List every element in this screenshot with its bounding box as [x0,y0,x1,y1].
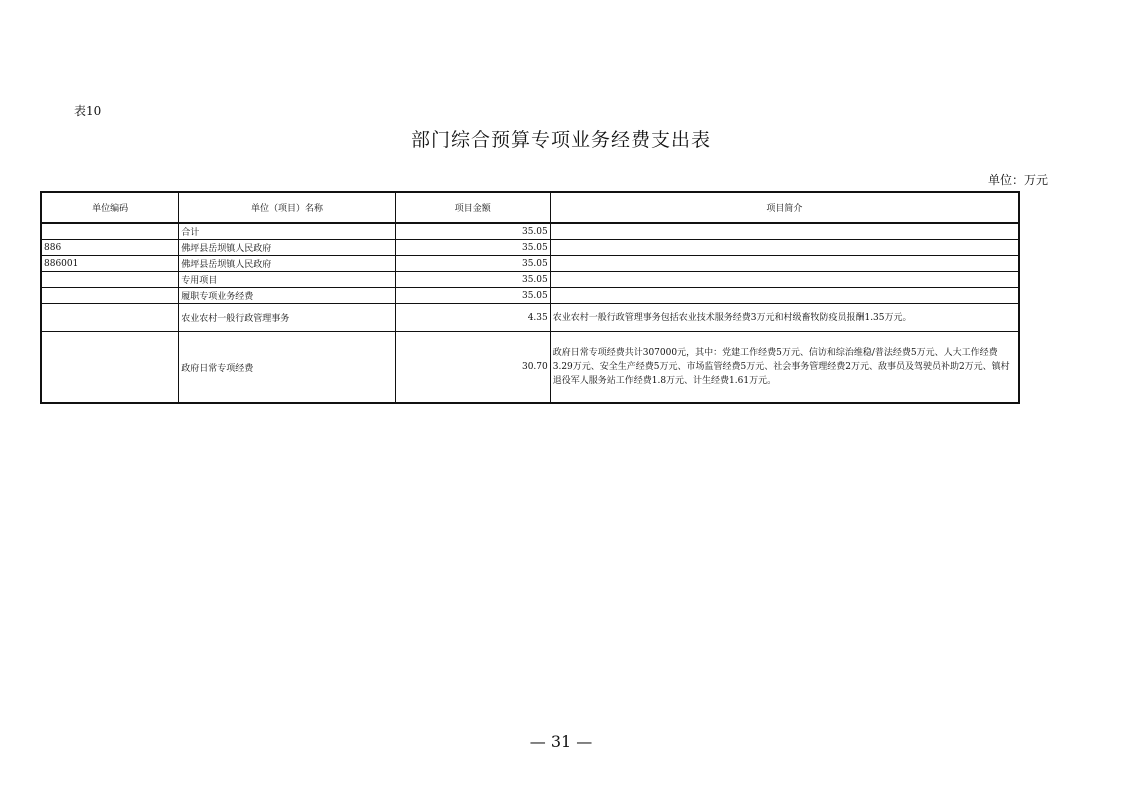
cell-code: 886001 [41,256,179,272]
header-name: 单位（项目）名称 [179,192,396,223]
cell-name: 履职专项业务经费 [179,288,396,304]
page-title: 部门综合预算专项业务经费支出表 [410,129,711,151]
cell-name: 佛坪县岳坝镇人民政府 [179,256,396,272]
cell-name: 政府日常专项经费 [179,332,396,404]
cell-name: 佛坪县岳坝镇人民政府 [179,240,396,256]
cell-amount: 35.05 [395,223,550,240]
cell-code [41,288,179,304]
cell-amount: 35.05 [395,288,550,304]
cell-code: 886 [41,240,179,256]
cell-code [41,223,179,240]
table-row [41,272,1019,288]
table-row [41,304,1019,332]
header-description: 项目简介 [550,192,1019,223]
page-number: — 31 — [529,732,593,751]
budget-table [40,191,1020,404]
header-code: 单位编码 [41,192,179,223]
table-row [41,240,1019,256]
cell-amount: 35.05 [395,240,550,256]
cell-name: 合计 [179,223,396,240]
cell-name: 专用项目 [179,272,396,288]
table-row [41,332,1019,404]
cell-name: 农业农村一般行政管理事务 [179,304,396,332]
cell-description [550,223,1019,240]
cell-code [41,272,179,288]
table-row [41,223,1019,240]
cell-description: 农业农村一般行政管理事务包括农业技术服务经费3万元和村级畜牧防疫员报酬1.35万元。 [550,304,1019,332]
cell-code [41,304,179,332]
cell-code [41,332,179,404]
cell-amount: 30.70 [395,332,550,404]
cell-amount: 4.35 [395,304,550,332]
header-amount: 项目金额 [395,192,550,223]
table-label: 表10 [74,104,102,118]
table-row [41,256,1019,272]
cell-description [550,240,1019,256]
cell-description [550,272,1019,288]
table-header-row [41,192,1019,223]
cell-description: 政府日常专项经费共计307000元，其中：党建工作经费5万元、信访和综治维稳/普法经费5万元、人大工作经费3.29万元、安全生产经费5万元、市场监管经费5万元、社会事务管理经费2万元、敌事员及驾驶员补助2万元、镇村退役军人服务站工作经费1.8万元、计生经费1.61万元。 [550,332,1019,404]
cell-amount: 35.05 [395,256,550,272]
cell-description [550,288,1019,304]
cell-amount: 35.05 [395,272,550,288]
table-row [41,288,1019,304]
unit-label: 单位：万元 [987,173,1048,187]
cell-description [550,256,1019,272]
